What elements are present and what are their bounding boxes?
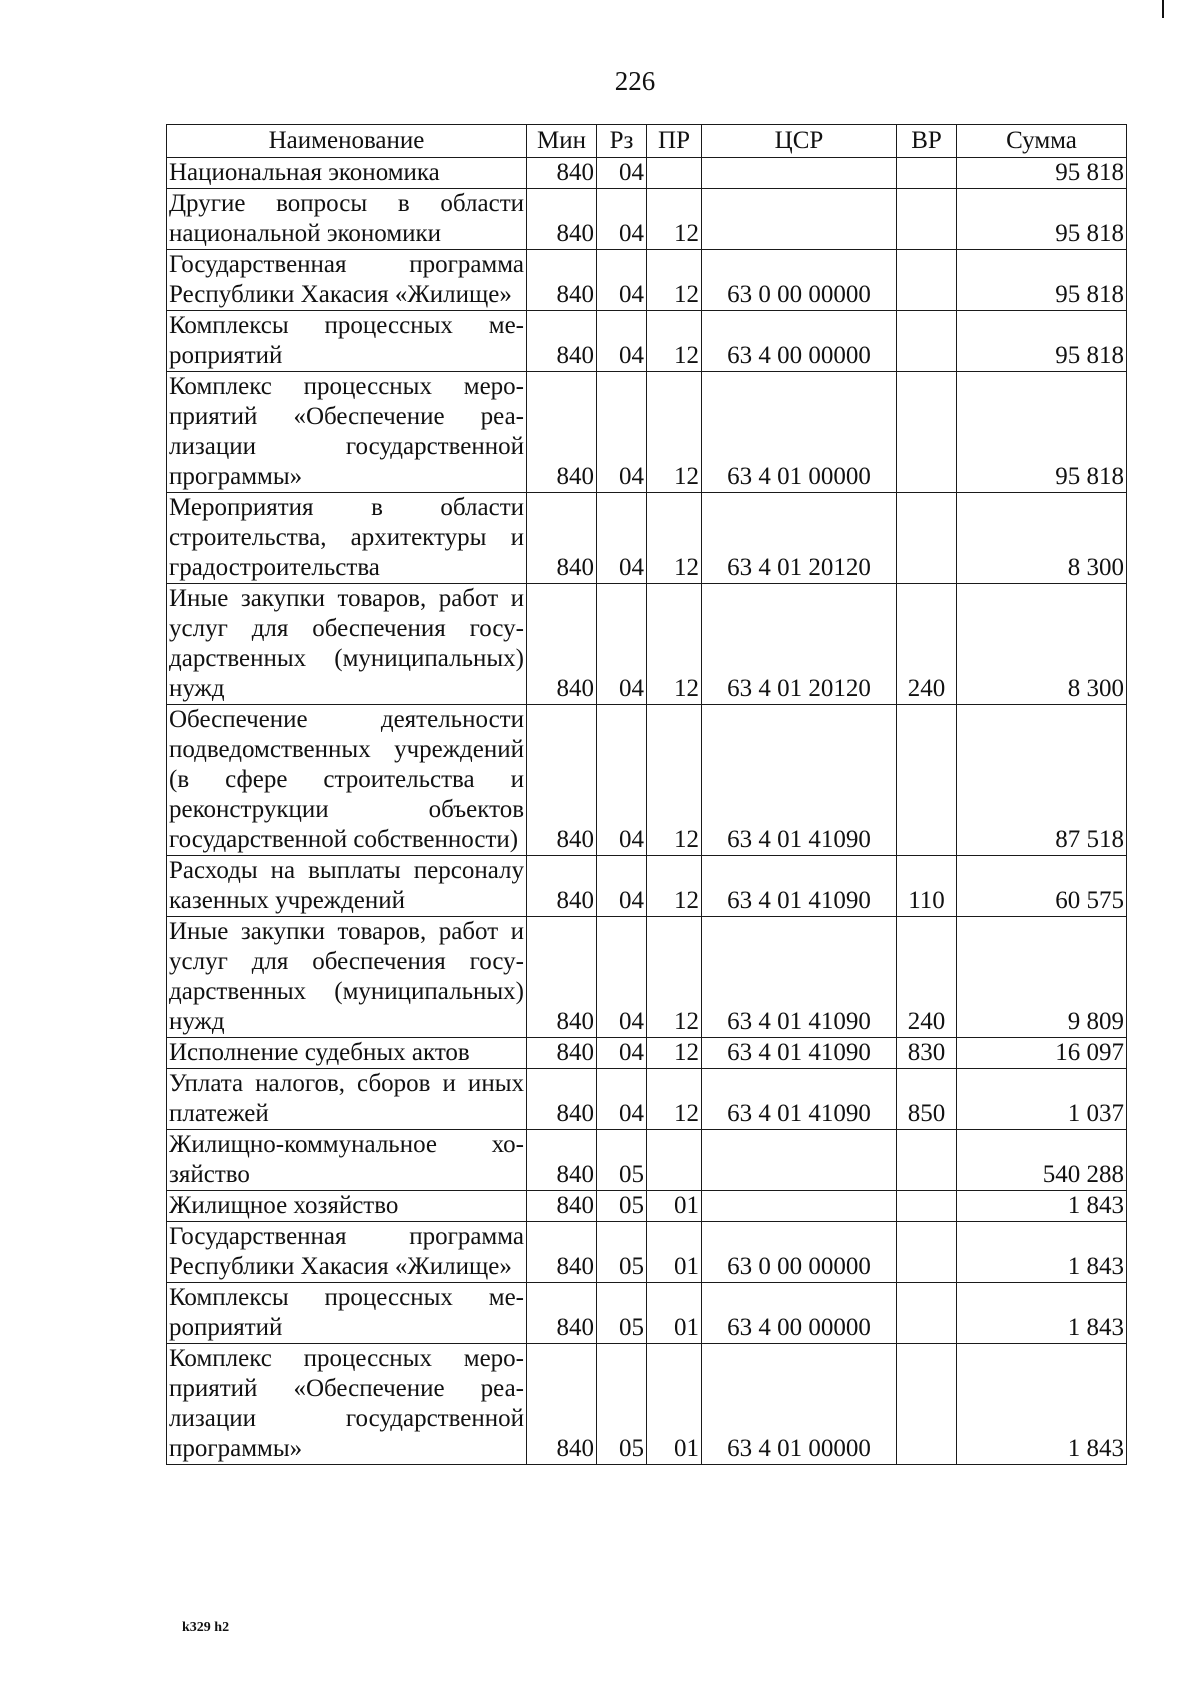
cell-min: 840: [527, 493, 597, 584]
cell-min: 840: [527, 250, 597, 311]
cell-rz: 04: [597, 705, 647, 856]
header-name: Наименование: [167, 125, 527, 158]
cell-rz: 04: [597, 917, 647, 1038]
cell-rz: 05: [597, 1130, 647, 1191]
cell-sum: 1 843: [957, 1191, 1127, 1222]
cell-sum: 9 809: [957, 917, 1127, 1038]
cell-min: 840: [527, 1344, 597, 1465]
cell-rz: 04: [597, 1038, 647, 1069]
page-number: 226: [614, 66, 656, 96]
cell-pr: 12: [647, 856, 702, 917]
cell-vr: [897, 158, 957, 189]
cell-name: Иные закупки товаров, работ и услуг для обеспечения государственных (муниципальных) нужд: [167, 584, 527, 705]
cell-name: Уплата налогов, сборов и иных платежей: [167, 1069, 527, 1130]
table-row: [167, 1191, 1127, 1222]
cell-csr: 63 4 01 00000: [702, 372, 897, 493]
cell-sum: 95 818: [957, 372, 1127, 493]
page-edge-mark: [1162, 0, 1164, 18]
cell-pr: 12: [647, 1069, 702, 1130]
cell-min: 840: [527, 584, 597, 705]
cell-rz: 04: [597, 1069, 647, 1130]
table-row: [167, 1283, 1127, 1344]
table-row: [167, 705, 1127, 856]
cell-pr: 12: [647, 1038, 702, 1069]
cell-rz: 05: [597, 1222, 647, 1283]
cell-rz: 05: [597, 1344, 647, 1465]
cell-pr: 01: [647, 1344, 702, 1465]
cell-sum: 1 843: [957, 1222, 1127, 1283]
cell-sum: 60 575: [957, 856, 1127, 917]
cell-csr: 63 4 01 41090: [702, 705, 897, 856]
cell-pr: 12: [647, 250, 702, 311]
cell-rz: 04: [597, 493, 647, 584]
cell-name: Исполнение судебных актов: [167, 1038, 527, 1069]
cell-name: Национальная экономика: [167, 158, 527, 189]
table-row: [167, 584, 1127, 705]
cell-pr: 01: [647, 1191, 702, 1222]
cell-csr: 63 0 00 00000: [702, 1222, 897, 1283]
cell-min: 840: [527, 1069, 597, 1130]
header-vr: ВР: [897, 125, 957, 158]
cell-min: 840: [527, 311, 597, 372]
cell-vr: [897, 189, 957, 250]
cell-pr: 12: [647, 372, 702, 493]
cell-rz: 04: [597, 856, 647, 917]
table-row: [167, 1130, 1127, 1191]
cell-rz: 04: [597, 584, 647, 705]
cell-rz: 05: [597, 1191, 647, 1222]
table-row: [167, 493, 1127, 584]
cell-csr: 63 4 01 41090: [702, 1069, 897, 1130]
cell-pr: 12: [647, 493, 702, 584]
cell-sum: 95 818: [957, 158, 1127, 189]
cell-name: Государственная программа Республики Хакасия «Жилище»: [167, 250, 527, 311]
cell-sum: 95 818: [957, 189, 1127, 250]
cell-min: 840: [527, 1038, 597, 1069]
cell-csr: 63 4 01 20120: [702, 584, 897, 705]
cell-csr: [702, 1191, 897, 1222]
cell-csr: 63 4 01 00000: [702, 1344, 897, 1465]
cell-min: 840: [527, 856, 597, 917]
cell-name: Комплексы процессных мероприятий: [167, 1283, 527, 1344]
cell-vr: 240: [897, 584, 957, 705]
cell-sum: 95 818: [957, 250, 1127, 311]
cell-vr: 110: [897, 856, 957, 917]
table-row: [167, 1222, 1127, 1283]
cell-rz: 04: [597, 311, 647, 372]
header-min: Мин: [527, 125, 597, 158]
table-row: [167, 189, 1127, 250]
cell-sum: 8 300: [957, 493, 1127, 584]
table-row: [167, 1038, 1127, 1069]
cell-name: Расходы на выплаты персоналу казенных учреждений: [167, 856, 527, 917]
table-header-row: [167, 125, 1127, 158]
cell-csr: 63 4 01 20120: [702, 493, 897, 584]
table-row: [167, 1344, 1127, 1465]
budget-table: [166, 124, 1127, 1465]
cell-pr: [647, 1130, 702, 1191]
table-row: [167, 372, 1127, 493]
cell-pr: 12: [647, 311, 702, 372]
cell-rz: 04: [597, 372, 647, 493]
cell-sum: 1 037: [957, 1069, 1127, 1130]
cell-name: Жилищное хозяйство: [167, 1191, 527, 1222]
cell-vr: 830: [897, 1038, 957, 1069]
cell-name: Другие вопросы в области национальной экономики: [167, 189, 527, 250]
cell-min: 840: [527, 1222, 597, 1283]
cell-rz: 04: [597, 250, 647, 311]
cell-csr: [702, 189, 897, 250]
cell-vr: [897, 1191, 957, 1222]
cell-vr: [897, 250, 957, 311]
cell-sum: 8 300: [957, 584, 1127, 705]
cell-csr: 63 4 01 41090: [702, 1038, 897, 1069]
cell-rz: 05: [597, 1283, 647, 1344]
cell-name: Комплексы процессных мероприятий: [167, 311, 527, 372]
table-body: [167, 158, 1127, 1465]
cell-sum: 1 843: [957, 1344, 1127, 1465]
table-row: [167, 250, 1127, 311]
cell-vr: [897, 1130, 957, 1191]
cell-vr: 850: [897, 1069, 957, 1130]
cell-name: Жилищно-коммунальное хозяйство: [167, 1130, 527, 1191]
table-row: [167, 1069, 1127, 1130]
cell-name: Комплекс процессных мероприятий «Обеспечение реализации государственной программы»: [167, 372, 527, 493]
cell-name: Мероприятия в области строительства, архитектуры и градостроительства: [167, 493, 527, 584]
cell-pr: 12: [647, 189, 702, 250]
cell-csr: [702, 1130, 897, 1191]
cell-rz: 04: [597, 158, 647, 189]
cell-min: 840: [527, 705, 597, 856]
table-row: [167, 856, 1127, 917]
cell-min: 840: [527, 917, 597, 1038]
cell-sum: 87 518: [957, 705, 1127, 856]
table-row: [167, 158, 1127, 189]
cell-min: 840: [527, 1283, 597, 1344]
cell-min: 840: [527, 1191, 597, 1222]
cell-pr: 01: [647, 1222, 702, 1283]
cell-sum: 1 843: [957, 1283, 1127, 1344]
cell-pr: 12: [647, 705, 702, 856]
cell-csr: 63 4 01 41090: [702, 856, 897, 917]
cell-vr: 240: [897, 917, 957, 1038]
cell-vr: [897, 705, 957, 856]
cell-csr: [702, 158, 897, 189]
cell-min: 840: [527, 1130, 597, 1191]
cell-sum: 16 097: [957, 1038, 1127, 1069]
cell-name: Комплекс процессных мероприятий «Обеспечение реализации государственной программы»: [167, 1344, 527, 1465]
header-csr: ЦСР: [702, 125, 897, 158]
cell-min: 840: [527, 189, 597, 250]
table-row: [167, 311, 1127, 372]
cell-pr: 12: [647, 584, 702, 705]
cell-min: 840: [527, 372, 597, 493]
cell-csr: 63 0 00 00000: [702, 250, 897, 311]
cell-name: Иные закупки товаров, работ и услуг для обеспечения государственных (муниципальных) нужд: [167, 917, 527, 1038]
cell-name: Обеспечение деятельности подведомственных учреждений (в сфере строительства и реконструкции объектов государственной собственности): [167, 705, 527, 856]
table-row: [167, 917, 1127, 1038]
cell-vr: [897, 311, 957, 372]
cell-vr: [897, 1344, 957, 1465]
cell-sum: 540 288: [957, 1130, 1127, 1191]
cell-csr: 63 4 00 00000: [702, 1283, 897, 1344]
cell-vr: [897, 372, 957, 493]
cell-csr: 63 4 01 41090: [702, 917, 897, 1038]
cell-rz: 04: [597, 189, 647, 250]
cell-pr: 12: [647, 917, 702, 1038]
cell-min: 840: [527, 158, 597, 189]
cell-vr: [897, 493, 957, 584]
cell-vr: [897, 1283, 957, 1344]
cell-pr: 01: [647, 1283, 702, 1344]
footer-code: k329 h2: [182, 1620, 230, 1635]
header-sum: Сумма: [957, 125, 1127, 158]
cell-csr: 63 4 00 00000: [702, 311, 897, 372]
cell-name: Государственная программа Республики Хакасия «Жилище»: [167, 1222, 527, 1283]
header-rz: Рз: [597, 125, 647, 158]
cell-pr: [647, 158, 702, 189]
header-pr: ПР: [647, 125, 702, 158]
cell-vr: [897, 1222, 957, 1283]
cell-sum: 95 818: [957, 311, 1127, 372]
